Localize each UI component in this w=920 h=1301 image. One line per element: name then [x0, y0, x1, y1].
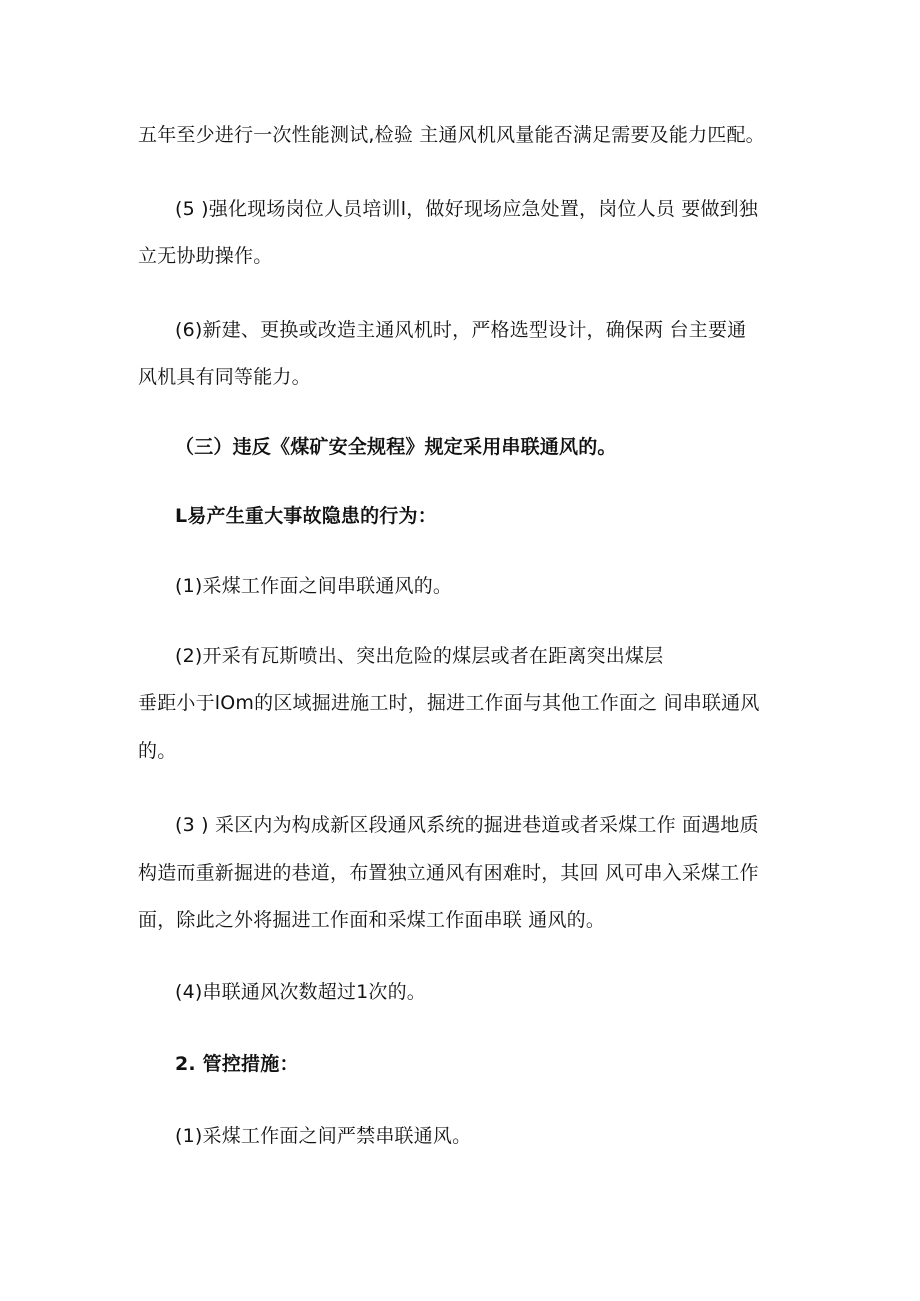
paragraph-line: 风机具有同等能力。 — [138, 366, 311, 388]
list-item: (2)开采有瓦斯喷出、突出危险的煤层或者在距离突出煤层 — [175, 645, 664, 667]
paragraph-line: 的。 — [138, 740, 177, 762]
paragraph-line: 面，除此之外将掘进工作面和采煤工作面串联 通风的。 — [138, 909, 606, 931]
paragraph-line: 立无协助操作。 — [138, 245, 273, 267]
list-item: (1)采煤工作面之间串联通风的。 — [175, 575, 453, 597]
list-item: (1)采煤工作面之间严禁串联通风。 — [175, 1125, 472, 1147]
section-heading: （三）违反《煤矿安全规程》规定采用串联通风的。 — [175, 436, 617, 458]
paragraph-line: 五年至少进行一次性能测试,检验 主通风机风量能否满足需要及能力匹配。 — [138, 124, 765, 146]
paragraph-line: (6)新建、更换或改造主通风机时，严格选型设计，确保两 台主要通 — [175, 319, 747, 341]
subsection-heading: L易产生重大事故隐患的行为： — [175, 505, 437, 527]
list-item: (4)串联通风次数超过1次的。 — [175, 981, 427, 1003]
paragraph-line: 构造而重新掘进的巷道，布置独立通风有困难时，其回 风可串入采煤工作 — [138, 862, 759, 884]
list-item: (3 ) 采区内为构成新区段通风系统的掘进巷道或者采煤工作 面遇地质 — [175, 814, 759, 836]
subsection-heading: 2. 管控措施： — [175, 1053, 299, 1075]
paragraph-line: 垂距小于lOm的区域掘进施工时，掘进工作面与其他工作面之 间串联通风 — [138, 692, 760, 714]
paragraph-line: (5 )强化现场岗位人员培训l，做好现场应急处置，岗位人员 要做到独 — [175, 198, 759, 220]
